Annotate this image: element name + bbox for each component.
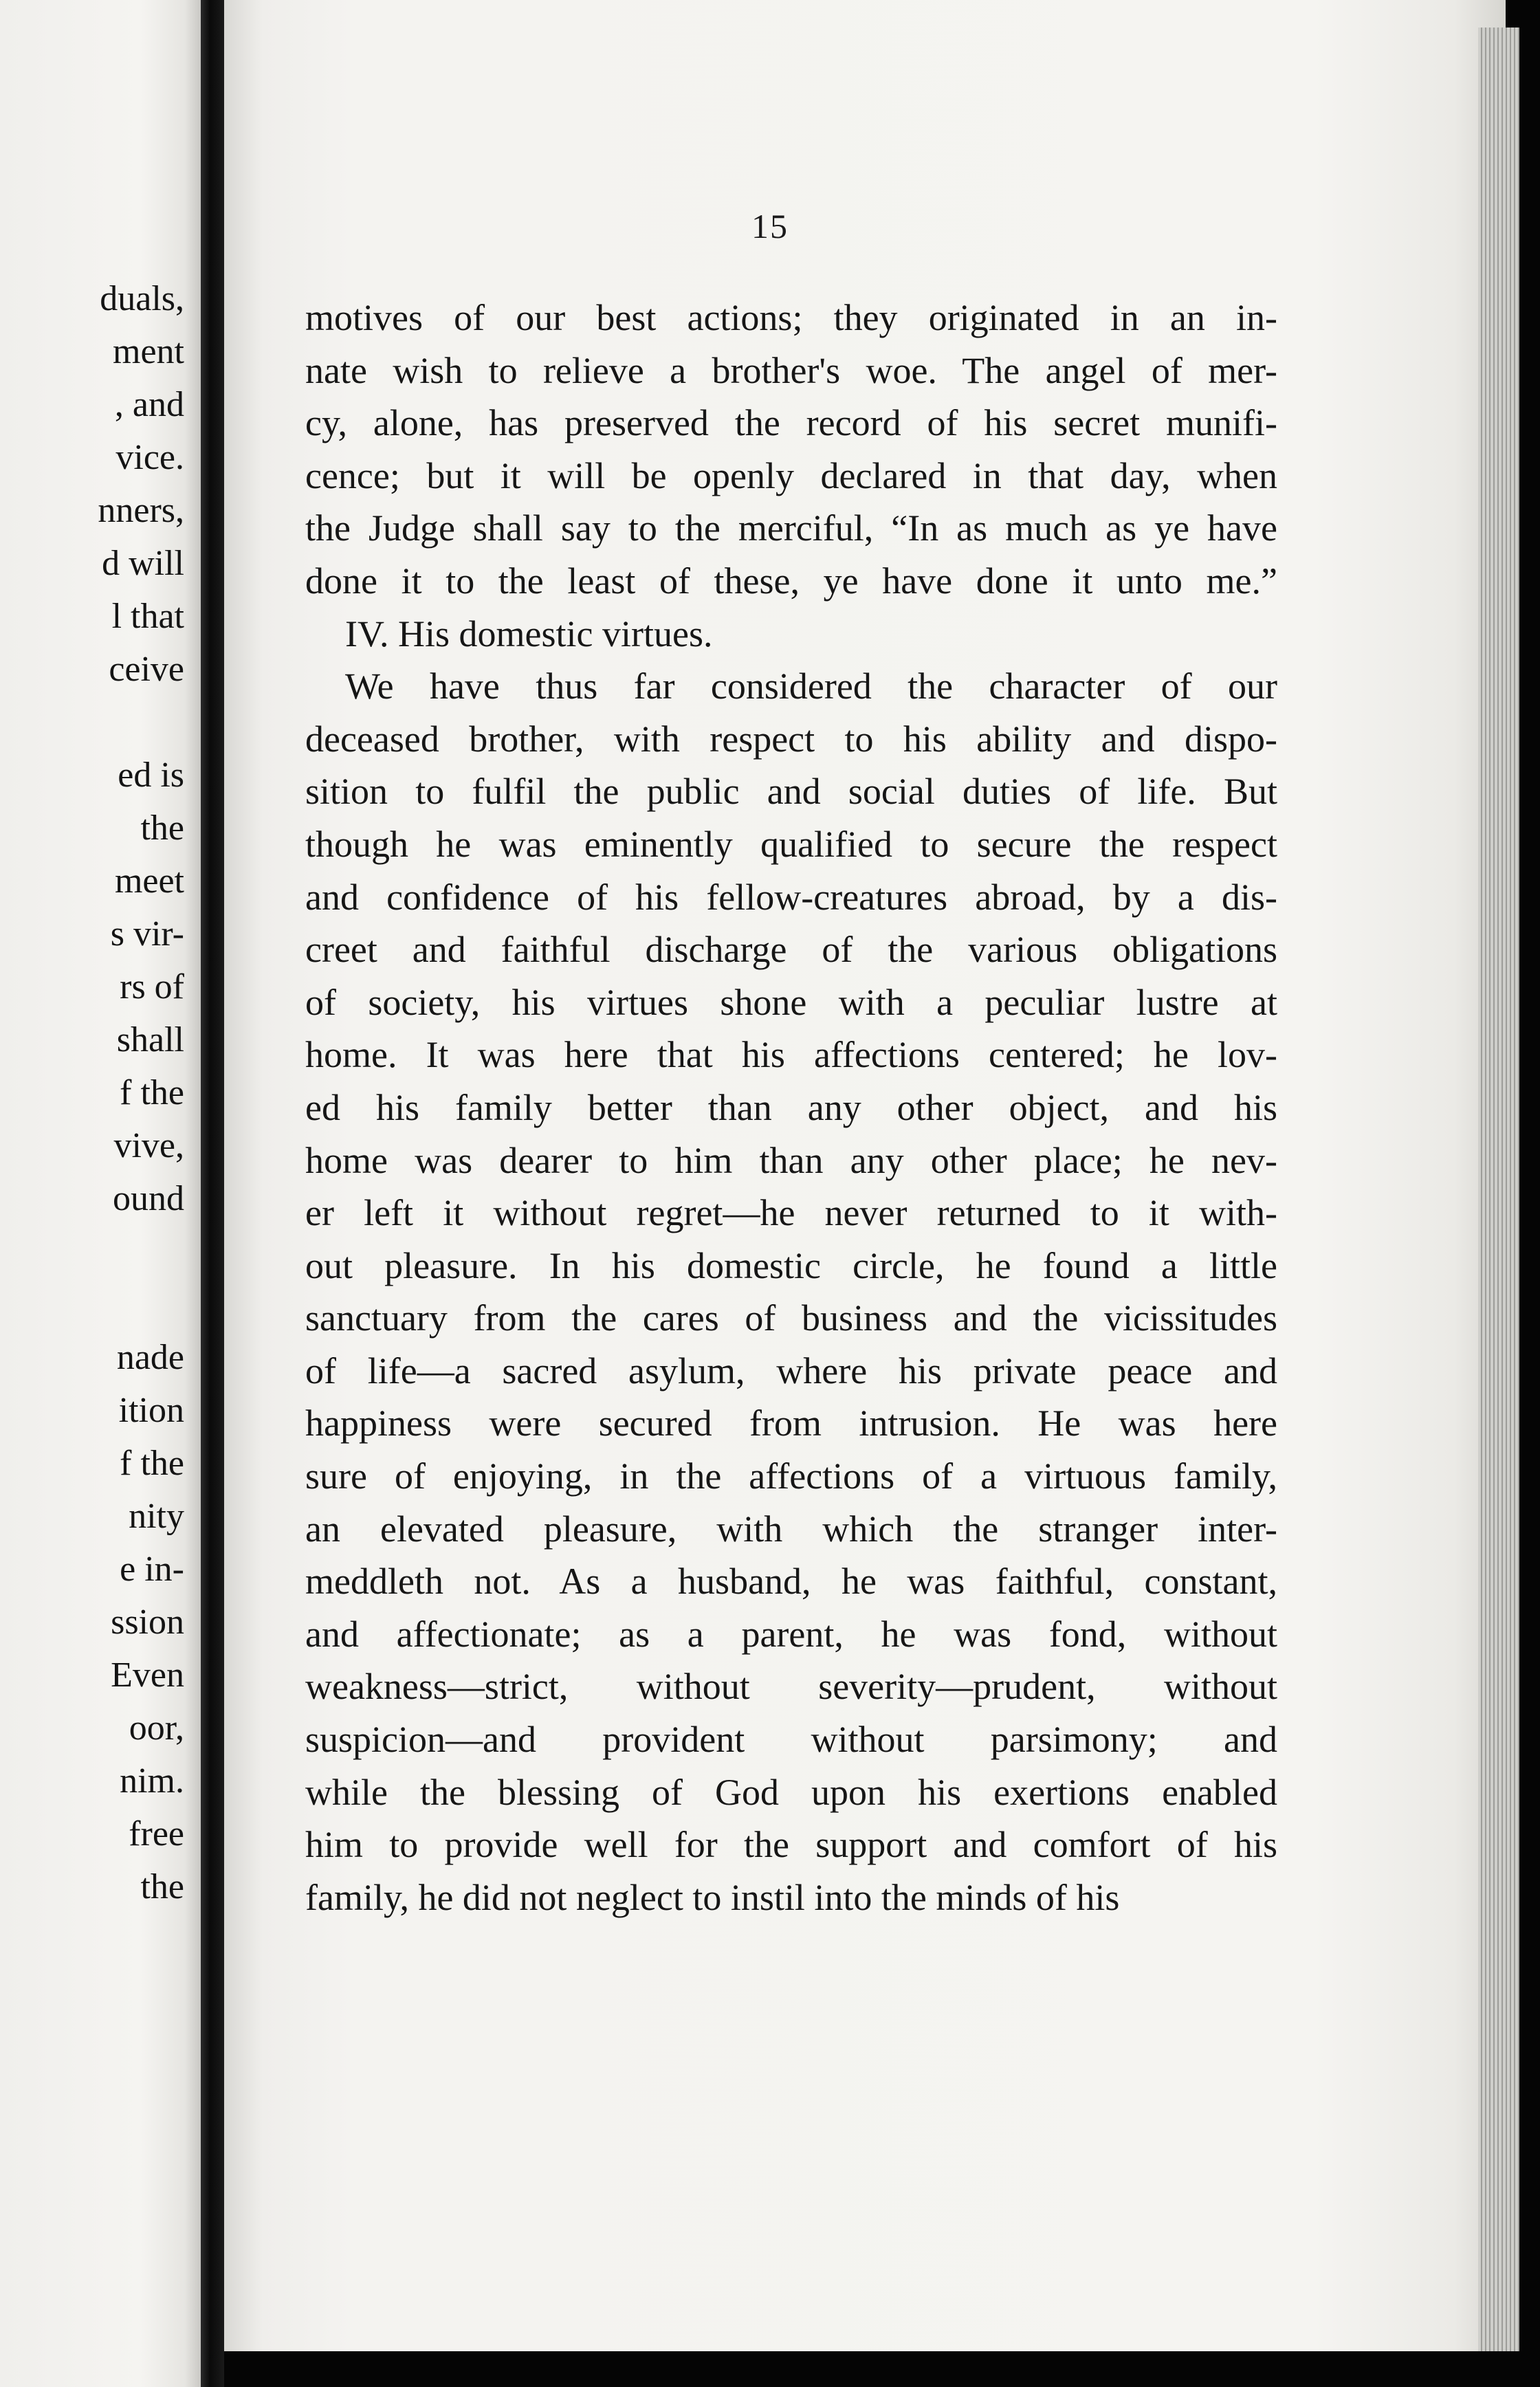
text-line: creet and faithful discharge of the various obligations [305,929,1277,971]
text-line: weakness—strict, without severity—prudent, without [305,1666,1277,1708]
left-line: nners, [98,491,184,530]
text-line: We have thus far considered the character of our [345,666,1277,707]
section-heading: IV. His domestic virtues. [345,613,713,654]
text-line: meddleth not. As a husband, he was faithful, constant, [305,1561,1277,1603]
left-line: Even [111,1656,184,1695]
left-line: the [140,808,184,848]
text-line: suspicion—and provident without parsimony; and [305,1719,1277,1761]
left-line: f the [120,1073,184,1112]
text-line: home. It was here that his affections centered; he lov- [305,1034,1277,1076]
left-line: s vir- [110,914,184,954]
left-line: e in- [120,1550,184,1589]
left-line: rs of [120,967,184,1006]
page-number: 15 [751,207,789,245]
text-line: ed his family better than any other object, and his [305,1086,1277,1128]
text-line: the Judge shall say to the merciful, “In as much as ye have [305,507,1277,549]
left-line: nade [116,1338,184,1377]
text-line: of society, his virtues shone with a peculiar lustre at [305,981,1277,1023]
body-text-block [305,292,1277,1924]
text-line: sanctuary from the cares of business and the vicissitudes [305,1297,1277,1339]
left-line: the [140,1867,184,1906]
book-gutter [201,0,224,2387]
left-line: meet [114,861,184,901]
left-line: l that [111,597,184,636]
left-line: nim. [120,1761,184,1801]
text-line: while the blessing of God upon his exertions enabled [305,1771,1277,1813]
text-line: done it to the least of these, ye have done it unto me.” [305,560,1277,602]
left-line: shall [116,1020,184,1059]
text-line: home was dearer to him than any other place; he nev- [305,1139,1277,1181]
left-line: ssion [111,1603,184,1642]
text-line: him to provide well for the support and comfort of his [305,1824,1277,1866]
text-line: happiness were secured from intrusion. He was here [305,1402,1277,1444]
left-page-text-fragments [6,272,184,1913]
text-line: out pleasure. In his domestic circle, he found a little [305,1244,1277,1286]
left-line: f the [120,1444,184,1483]
left-line: ition [118,1391,184,1430]
text-line: sition to fulfil the public and social duties of life. But [305,771,1277,813]
left-line: vice. [116,438,184,477]
left-line [6,696,184,749]
text-line: motives of our best actions; they originated in an in- [305,297,1277,338]
left-line [6,1225,184,1278]
text-line: and confidence of his fellow-creatures abroad, by a dis- [305,876,1277,918]
text-line: deceased brother, with respect to his ability and dispo- [305,718,1277,760]
left-line: ment [113,332,184,371]
text-line: er left it without regret—he never returned to it with- [305,1192,1277,1234]
text-line: and affectionate; as a parent, he was fond, without [305,1613,1277,1655]
text-line: though he was eminently qualified to secure the respect [305,823,1277,865]
left-line: nity [129,1497,184,1536]
text-line: of life—a sacred asylum, where his private peace and [305,1350,1277,1392]
text-line: cence; but it will be openly declared in that day, when [305,454,1277,496]
text-line: sure of enjoying, in the affections of a virtuous family, [305,1455,1277,1497]
text-line: family, he did not neglect to instil into the minds of his [305,1876,1120,1918]
left-line: , and [114,385,184,424]
left-facing-page [0,0,201,2387]
text-line: an elevated pleasure, with which the stranger inter- [305,1508,1277,1550]
left-line: oor, [129,1708,184,1748]
page-edges [1478,28,1519,2351]
left-line: ed is [118,756,184,795]
left-line: free [129,1814,184,1854]
left-line: ound [113,1179,184,1218]
left-line: ceive [109,650,184,689]
left-line [6,1278,184,1331]
left-line: duals, [100,279,184,318]
left-line: d will [102,544,184,583]
left-line: vive, [113,1126,184,1165]
text-line: nate wish to relieve a brother's woe. The angel of mer- [305,349,1277,391]
text-line: cy, alone, has preserved the record of his secret munifi- [305,402,1277,444]
